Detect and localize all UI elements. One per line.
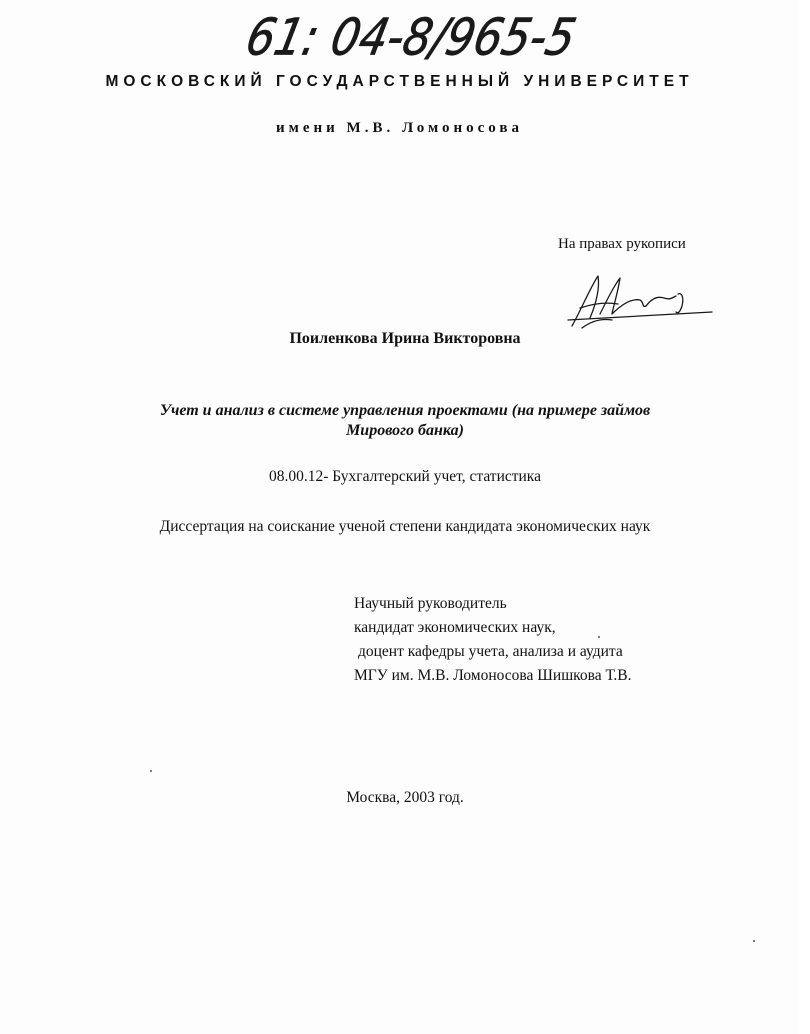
topic-line-1: Учет и анализ в системе управления проектами (на примере займов xyxy=(159,402,651,419)
signature xyxy=(560,268,720,334)
supervisor-line-4: МГУ им. М.В. Ломоносова Шишкова Т.В. xyxy=(354,667,632,684)
degree-statement: Диссертация на соискание ученой степени кандидата экономических наук xyxy=(159,518,651,535)
archive-stamp xyxy=(238,6,581,67)
rights-note: На правах рукописи xyxy=(558,236,686,252)
supervisor-line-2: кандидат экономических наук, xyxy=(354,619,556,636)
handwritten-stamp-icon xyxy=(238,6,581,67)
topic-line-2: Мирового банка) xyxy=(346,422,464,439)
university-name: МОСКОВСКИЙ ГОСУДАРСТВЕННЫЙ УНИВЕРСИТЕТ xyxy=(105,73,694,90)
scan-speck xyxy=(150,770,152,772)
supervisor-line-1: Научный руководитель xyxy=(354,595,507,612)
scan-speck xyxy=(753,940,755,942)
scan-speck xyxy=(598,636,600,638)
university-named-after: имени М.В. Ломоносова xyxy=(275,120,524,136)
signature-icon xyxy=(560,268,720,334)
city-year: Москва, 2003 год. xyxy=(346,789,464,806)
supervisor-block xyxy=(354,592,632,688)
specialty-code: 08.00.12- Бухгалтерский учет, статистика xyxy=(269,468,541,485)
dissertation-topic xyxy=(0,401,810,441)
author-name: Поиленкова Ирина Викторовна xyxy=(289,330,521,347)
supervisor-line-3: доцент кафедры учета, анализа и аудита xyxy=(358,643,623,660)
stamp-text: 61: 04-8/965-5 xyxy=(241,7,581,67)
